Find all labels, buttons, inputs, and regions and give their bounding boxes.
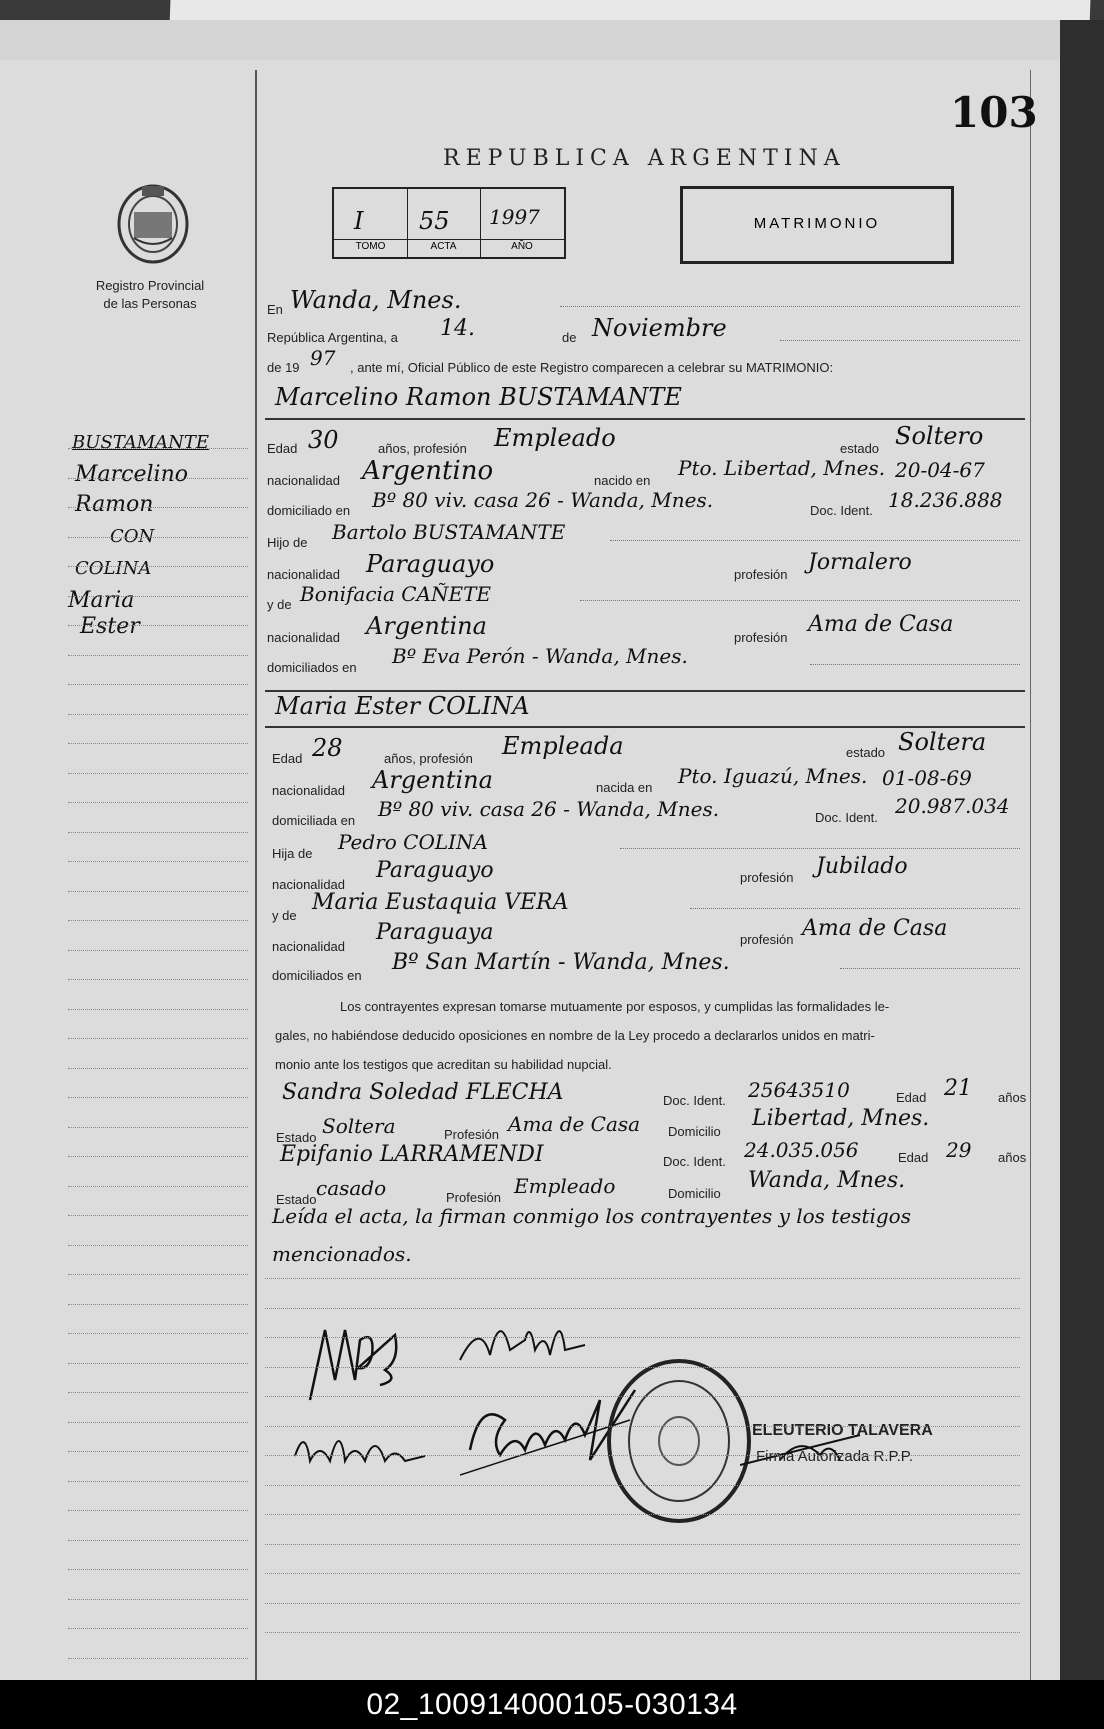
margin-ruled-line [68, 537, 248, 538]
bride-mother-profession: Ama de Casa [802, 916, 948, 941]
body-ruled-line [265, 1544, 1020, 1545]
groom-father-nationality: Paraguayo [366, 550, 495, 578]
margin-ruled-line [68, 714, 248, 715]
margin-ruled-line [68, 596, 248, 597]
bride-domiciliados-label: domiciliados en [272, 968, 362, 983]
witness1-domicilio-label: Domicilio [668, 1124, 721, 1139]
witness2-estado-label: Estado [276, 1192, 317, 1207]
margin-ruled-line [68, 1658, 248, 1659]
margin-ruled-line [68, 1540, 248, 1541]
bride-father: Pedro COLINA [338, 830, 488, 854]
bride-doc: 20.987.034 [895, 794, 1010, 818]
witness1-profesion-label: Profesión [444, 1127, 499, 1142]
margin-ruled-line [68, 1363, 248, 1364]
groom-doc: 18.236.888 [888, 488, 1003, 512]
year-prefix: de 19 [267, 360, 300, 375]
groom-civil-status: Soltero [895, 422, 984, 450]
margin-ruled-line [68, 1068, 248, 1069]
margin-ruled-line [68, 832, 248, 833]
bride-edad-label: Edad [272, 751, 303, 766]
groom-father-nacionalidad-label: nacionalidad [267, 567, 341, 582]
declaration-line-3: monio ante los testigos que acreditan su habilidad nupcial. [275, 1057, 612, 1072]
bride-parents-address: Bº San Martín - Wanda, Mnes. [392, 950, 730, 975]
body-ruled-line [265, 1603, 1020, 1604]
margin-ruled-line [68, 1156, 248, 1157]
archive-identifier: 02_100914000105-030134 [0, 1680, 1104, 1729]
witness2-profesion-label: Profesión [446, 1190, 501, 1205]
right-rule [1030, 70, 1031, 1680]
margin-ruled-line [68, 1304, 248, 1305]
bride-mother-nationality: Paraguaya [376, 920, 494, 945]
body-ruled-line [265, 1455, 1020, 1456]
bride-doc-label: Doc. Ident. [815, 810, 878, 825]
witness1-doc: 25643510 [748, 1078, 850, 1102]
tomo-value: I [354, 207, 364, 235]
signature-groom [300, 1300, 420, 1410]
bride-age: 28 [312, 734, 343, 762]
witness1-edad-label: Edad [896, 1090, 927, 1105]
acta-label: ACTA [430, 241, 457, 252]
margin-ruled-line [68, 1481, 248, 1482]
margin-ruled-line [68, 1097, 248, 1098]
bride-civil-status: Soltera [898, 728, 987, 756]
witness1-doc-label: Doc. Ident. [663, 1093, 726, 1108]
groom-domicilio-label: domiciliado en [267, 503, 351, 518]
witness1-profession: Ama de Casa [508, 1112, 641, 1136]
de-label: de [562, 330, 577, 345]
margin-ruled-line [68, 950, 248, 951]
day: 14. [440, 316, 475, 341]
margin-ruled-line [68, 1628, 248, 1629]
groom-birthplace: Pto. Libertad, Mnes. [678, 456, 886, 480]
witness1-estado-label: Estado [276, 1130, 317, 1145]
groom-father-profession: Jornalero [808, 550, 912, 575]
page-edge [1060, 20, 1104, 1680]
bride-mother: Maria Eustaquia VERA [312, 890, 569, 915]
body-ruled-line [265, 1514, 1020, 1515]
bride-hija-label: Hija de [272, 846, 313, 861]
margin-ruled-line [68, 920, 248, 921]
acta-value: 55 [419, 207, 450, 235]
closing-line-2: mencionados. [272, 1242, 412, 1266]
margin-ruled-line [68, 891, 248, 892]
body-ruled-line [265, 1632, 1020, 1633]
margin-ruled-line [68, 1215, 248, 1216]
witness2-address: Wanda, Mnes. [748, 1168, 906, 1193]
witness2-profession: Empleado [514, 1174, 616, 1198]
body-ruled-line [265, 1278, 1020, 1279]
bride-yde-label: y de [272, 908, 297, 923]
bride-nationality: Argentina [372, 766, 493, 794]
margin-surname: BUSTAMANTE [72, 432, 210, 453]
margin-ruled-line [68, 773, 248, 774]
bride-estado-label: estado [846, 745, 886, 760]
month: Noviembre [592, 314, 727, 342]
groom-hijo-label: Hijo de [267, 535, 308, 550]
margin-ruled-line [68, 861, 248, 862]
margin-ruled-line [68, 1186, 248, 1187]
page-number: 103 [950, 88, 1038, 137]
groom-yde-label: y de [267, 597, 292, 612]
groom-mother-nacionalidad-label: nacionalidad [267, 630, 341, 645]
margin-middlename: Ramon [75, 492, 154, 517]
witness2-anos-label: años [998, 1150, 1027, 1165]
republica-label: República Argentina, a [267, 330, 398, 345]
margin-ruled-line [68, 448, 248, 449]
groom-doc-label: Doc. Ident. [810, 503, 873, 518]
bride-full-name: Maria Ester COLINA [275, 692, 530, 720]
groom-nationality: Argentino [362, 456, 494, 486]
margin-ruled-line [68, 655, 248, 656]
margin-rule [255, 70, 257, 1680]
groom-mother-profession: Ama de Casa [808, 612, 954, 637]
record-type-box [680, 186, 954, 264]
margin-ruled-line [68, 802, 248, 803]
body-ruled-line [265, 1396, 1020, 1397]
groom-father-profesion-label: profesión [734, 567, 788, 582]
margin-bride-surname: COLINA [75, 558, 152, 579]
margin-ruled-line [68, 1333, 248, 1334]
bride-anos-profesion-label: años, profesión [384, 751, 473, 766]
closing-line-1: Leída el acta, la firman conmigo los contrayentes y los testigos [272, 1204, 911, 1228]
signature-bride [450, 1300, 590, 1380]
groom-mother-nationality: Argentina [366, 612, 487, 640]
groom-domiciliados-label: domiciliados en [267, 660, 357, 675]
provincial-seal [112, 178, 194, 266]
groom-birthdate: 20-04-67 [895, 458, 985, 482]
ano-value: 1997 [489, 205, 540, 229]
margin-con: CON [110, 526, 155, 547]
groom-age: 30 [308, 426, 339, 454]
bride-nacionalidad-label: nacionalidad [272, 783, 346, 798]
bride-nacida-label: nacida en [596, 780, 653, 795]
margin-ruled-line [68, 478, 248, 479]
groom-edad-label: Edad [267, 441, 298, 456]
witness1-address: Libertad, Mnes. [752, 1106, 930, 1131]
en-label: En [267, 302, 283, 317]
margin-ruled-line [68, 1451, 248, 1452]
groom-mother-profesion-label: profesión [734, 630, 788, 645]
body-ruled-line [265, 1573, 1020, 1574]
witness2-name: Epifanio LARRAMENDI [280, 1142, 544, 1167]
witness2-edad-label: Edad [898, 1150, 929, 1165]
official-name: ELEUTERIO TALAVERA [752, 1422, 933, 1439]
margin-bride-name: Maria [68, 588, 135, 613]
witness1-anos-label: años [998, 1090, 1027, 1105]
groom-full-name: Marcelino Ramon BUSTAMANTE [275, 383, 682, 411]
margin-ruled-line [68, 1422, 248, 1423]
groom-profession: Empleado [494, 424, 616, 452]
bride-address: Bº 80 viv. casa 26 - Wanda, Mnes. [378, 797, 720, 821]
margin-bride-name2: Ester [80, 614, 140, 639]
margin-ruled-line [68, 979, 248, 980]
margin-ruled-line [68, 625, 248, 626]
groom-mother: Bonifacia CAÑETE [300, 582, 492, 606]
witness1-age: 21 [944, 1076, 972, 1101]
margin-ruled-line [68, 566, 248, 567]
margin-firstname: Marcelino [75, 462, 188, 487]
registry-name-2: de las Personas [103, 296, 197, 311]
bride-birthdate: 01-08-69 [882, 766, 972, 790]
bride-father-nacionalidad-label: nacionalidad [272, 877, 346, 892]
signature-witness1 [290, 1416, 430, 1476]
body-ruled-line [265, 1367, 1020, 1368]
groom-address: Bº 80 viv. casa 26 - Wanda, Mnes. [372, 488, 714, 512]
body-ruled-line [265, 1337, 1020, 1338]
body-ruled-line [265, 1485, 1020, 1486]
witness2-civil-status: casado [316, 1176, 387, 1200]
card-edge-2 [0, 20, 1060, 60]
margin-ruled-line [68, 1245, 248, 1246]
margin-ruled-line [68, 743, 248, 744]
witness2-doc: 24.035.056 [744, 1138, 859, 1162]
witness1-civil-status: Soltera [322, 1114, 396, 1138]
declaration-line-1: Los contrayentes expresan tomarse mutuamente por esposos, y cumplidas las formalidades le- [340, 999, 890, 1014]
margin-ruled-line [68, 1392, 248, 1393]
margin-ruled-line [68, 1599, 248, 1600]
bride-mother-nacionalidad-label: nacionalidad [272, 939, 346, 954]
bride-profession: Empleada [502, 732, 624, 760]
body-ruled-line [265, 1308, 1020, 1309]
witness2-domicilio-label: Domicilio [668, 1186, 721, 1201]
bride-father-nationality: Paraguayo [376, 858, 494, 883]
body-ruled-line [265, 1426, 1020, 1427]
declaration-line-2: gales, no habiéndose deducido oposiciones en nombre de la Ley procedo a declararlos unidos en matri- [275, 1028, 875, 1043]
country-heading: REPUBLICA ARGENTINA [443, 146, 846, 171]
bride-father-profession: Jubilado [816, 854, 908, 879]
witness2-doc-label: Doc. Ident. [663, 1154, 726, 1169]
groom-anos-profesion-label: años, profesión [378, 441, 467, 456]
groom-nacionalidad-label: nacionalidad [267, 473, 341, 488]
registry-name-1: Registro Provincial [95, 278, 205, 293]
witness2-age: 29 [946, 1138, 972, 1162]
margin-ruled-line [68, 507, 248, 508]
witness1-name: Sandra Soledad FLECHA [282, 1080, 564, 1105]
record-reference-box [332, 187, 566, 259]
tomo-label: TOMO [355, 241, 386, 252]
year-suffix: 97 [310, 346, 336, 370]
margin-ruled-line [68, 1569, 248, 1570]
margin-ruled-line [68, 1510, 248, 1511]
groom-estado-label: estado [840, 441, 880, 456]
margin-ruled-line [68, 1038, 248, 1039]
margin-ruled-line [68, 1127, 248, 1128]
groom-father: Bartolo BUSTAMANTE [332, 520, 566, 544]
margin-ruled-line [68, 1274, 248, 1275]
appearance-statement: , ante mí, Oficial Público de este Registro comparecen a celebrar su MATRIMONIO: [350, 360, 834, 375]
bride-father-profesion-label: profesión [740, 870, 794, 885]
official-stamp [604, 1356, 754, 1526]
ano-label: AÑO [511, 241, 533, 252]
record-type: MATRIMONIO [753, 215, 881, 232]
margin-ruled-line [68, 1009, 248, 1010]
groom-parents-address: Bº Eva Perón - Wanda, Mnes. [392, 644, 688, 668]
place: Wanda, Mnes. [290, 286, 462, 314]
groom-nacido-label: nacido en [594, 473, 651, 488]
official-title: Firma Autorizada R.P.P. [756, 1448, 914, 1465]
bride-mother-profesion-label: profesión [740, 932, 794, 947]
margin-ruled-line [68, 684, 248, 685]
bride-birthplace: Pto. Iguazú, Mnes. [678, 764, 868, 788]
bride-domicilio-label: domiciliada en [272, 813, 356, 828]
